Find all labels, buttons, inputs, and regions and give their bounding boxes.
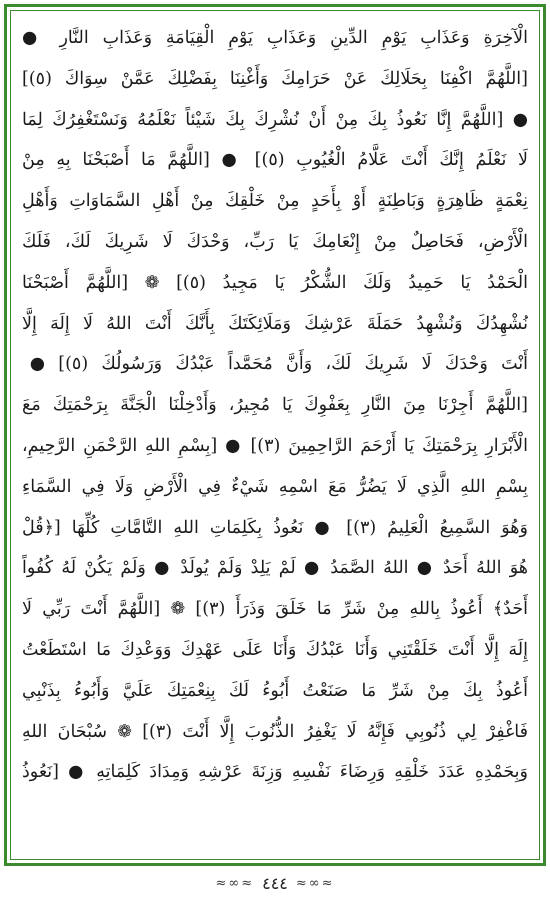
ornament-right: ≈∞≈ — [295, 875, 335, 891]
text-line: وَبِحَمْدِهِ عَدَدَ خَلْقِهِ وَرِضَاءَ نَفْسِهِ وَزِنَةَ عَرْشِهِ وَمِدَادَ كَلِمَاتِهِ ● [نَعُوذُ — [22, 762, 528, 783]
text-line: أَحَدٌ﴾ أَعُوذُ بِاللهِ مِنْ شَرِّ مَا خَلَقَ وَذَرَأَ (٣)] ❁ [اللَّهُمَّ أَنْتَ رَبِّي لَا — [22, 599, 528, 620]
text-line: هُوَ اللهُ أَحَدٌ ● اللهُ الصَّمَدُ ● لَمْ يَلِدْ وَلَمْ يُولَدْ ● وَلَمْ يَكُنْ لَهُ كُفُواً — [22, 558, 528, 579]
text-line: إِلَهَ إِلَّا أَنْتَ خَلَقْتَنِي وَأَنَا عَبْدُكَ وَأَنَا عَلَى عَهْدِكَ وَوَعْدِكَ مَا اسْتَطَعْتُ — [22, 639, 528, 660]
page-footer — [0, 870, 550, 896]
text-line: أَعُوذُ بِكَ مِنْ شَرِّ مَا صَنَعْتُ أَبُوءُ لَكَ بِنِعْمَتِكَ عَلَيَّ وَأَبُوءُ بِذَنْبِي — [22, 680, 528, 701]
text-line: نُشْهِدُكَ وَنُشْهِدُ حَمَلَةَ عَرْشِكَ وَمَلَائِكَتَكَ بِأَنَّكَ أَنْتَ اللهُ لَا إِلَهَ إِلَّا — [22, 313, 528, 334]
text-line: الْآخِرَةِ وَعَذَابِ يَوْمِ الدِّينِ وَعَذَابِ يَوْمِ الْقِيَامَةِ وَعَذَابِ النَّارِ ● — [22, 28, 528, 48]
text-line: بِسْمِ اللهِ الَّذِي لَا يَضُرُّ مَعَ اسْمِهِ شَيْءٌ فِي الْأَرْضِ وَلَا فِي السَّمَاءِ — [22, 476, 528, 497]
text-line: وَهُوَ السَّمِيعُ الْعَلِيمُ (٣)] ● نَعُوذُ بِكَلِمَاتِ اللهِ التَّامَّاتِ كُلِّهَا [﴿قُلْ — [22, 517, 528, 538]
arabic-text-block — [22, 18, 528, 793]
text-line: لَا نَعْلَمُ إِنَّكَ أَنْتَ عَلَّامُ الْغُيُوبِ (٥)] ● [اللَّهُمَّ مَا أَصْبَحْنَا بِهِ مِنْ — [22, 150, 528, 171]
ornament-left: ≈∞≈ — [215, 875, 255, 891]
text-line: [اللَّهُمَّ أَجِرْنَا مِنَ النَّارِ بِعَفْوِكَ يَا مُجِيرُ، وَأَدْخِلْنَا الْجَنَّةَ بِرَحْمَتِكَ مَعَ — [22, 395, 528, 416]
page-number: ٤٤٤ — [262, 873, 288, 893]
text-line: الْأَبْرَارِ بِرَحْمَتِكَ يَا أَرْحَمَ الرَّاحِمِينَ (٣)] ● [بِسْمِ اللهِ الرَّحْمَنِ الرَّحِيمِ، — [22, 435, 528, 456]
text-line: الْحَمْدُ يَا حَمِيدُ وَلَكَ الشُّكْرُ يَا مَجِيدُ (٥)] ❁ [اللَّهُمَّ أَصْبَحْنَا — [22, 272, 528, 293]
text-line: فَاغْفِرْ لِي ذُنُوبِي فَإِنَّهُ لَا يَغْفِرُ الذُّنُوبَ إِلَّا أَنْتَ (٣)] ❁ سُبْحَانَ اللهِ — [22, 721, 528, 742]
text-line: أَنْتَ وَحْدَكَ لَا شَرِيكَ لَكَ، وَأَنَّ مُحَمَّداً عَبْدُكَ وَرَسُولُكَ (٥)] ● — [22, 354, 528, 375]
text-line: [اللَّهُمَّ اكْفِنَا بِحَلَالِكَ عَنْ حَرَامِكَ وَأَغْنِنَا بِفَضْلِكَ عَمَّنْ سِوَاكَ (٥)] — [22, 68, 528, 89]
text-line: الْأَرْضِ، فَحَاصِلٌ مِنْ إِنْعَامِكَ يَا رَبِّ، وَحْدَكَ لَا شَرِيكَ لَكَ، فَلَكَ — [22, 231, 528, 252]
text-line: ● [اللَّهُمَّ إِنَّا نَعُوذُ بِكَ مِنْ أَنْ نُشْرِكَ بِكَ شَيْئاً نَعْلَمُهُ وَنَسْتَغْفِرُكَ لِمَا — [22, 109, 528, 130]
text-line: نِعْمَةٍ ظَاهِرَةٍ وَبَاطِنَةٍ أَوْ بِأَحَدٍ مِنْ خَلْقِكَ مِنْ أَهْلِ السَّمَاوَاتِ وَأَهْلِ — [22, 191, 528, 212]
